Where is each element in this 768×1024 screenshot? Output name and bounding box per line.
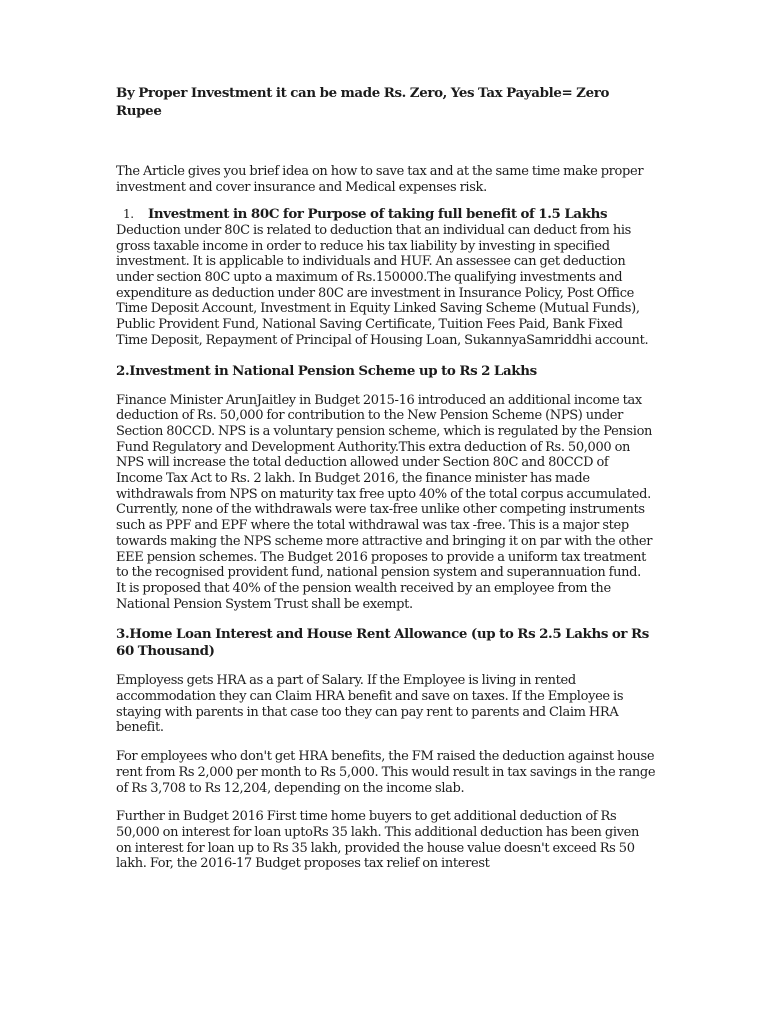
intro-paragraph: The Article gives you brief idea on how to save tax and at the same time make proper investment and cover insurance and Medical expenses risk. [116, 164, 644, 195]
section-1-heading-text: Investment in 80C for Purpose of taking full benefit of 1.5 Lakhs [148, 206, 608, 223]
document-page [116, 85, 656, 872]
section-1-heading [116, 207, 656, 223]
section-2-body: Finance Minister ArunJaitley in Budget 2015-16 introduced an additional income tax deduction of Rs. 50,000 for contribution to the New Pension Scheme (NPS) under Section 80CCD. NPS is a voluntary pension scheme, which is regulated by the Pension Fund Regulatory and Development Authority.This extra deduction of Rs. 50,000 on NPS will increase the total deduction allowed under Section 80C and 80CCD of Income Tax Act to Rs. 2 lakh. In Budget 2016, the finance minister has made withdrawals from NPS on maturity tax free upto 40% of the total corpus accumulated. Currently, none of the withdrawals were tax-free unlike other competing instruments such as PPF and EPF where the total withdrawal was tax -free. This is a major step towards making the NPS scheme more attractive and bringing it on par with the other EEE pension schemes. The Budget 2016 proposes to provide a uniform tax treatment to the recognised provident fund, national pension system and superannuation fund. [116, 392, 653, 581]
section-1-body: Deduction under 80C is related to deduction that an individual can deduct from his gross taxable income in order to reduce his tax liability by investing in specified investment. It is applicable to individuals and HUF. An assessee can get deduction under section 80C upto a maximum of Rs.150000.The qualifying investments and expenditure as deduction under 80C are investment in Insurance Policy, Post Office Time Deposit Account, Investment in Equity Linked Saving Scheme (Mutual Funds), Public Provident Fund, National Saving Certificate, Tuition Fees Paid, Bank Fixed Time Deposit, Repayment of Principal of Housing Loan, SukannyaSamriddhi account. [116, 222, 649, 348]
section-3-paragraph-2: For employees who don't get HRA benefits, the FM raised the deduction against house rent from Rs 2,000 per month to Rs 5,000. This would result in tax savings in the range of Rs 3,708 to Rs 12,204, depending on the income slab. [116, 749, 656, 796]
section-2-heading: 2.Investment in National Pension Scheme up to Rs 2 Lakhs [116, 362, 537, 379]
section-3-heading: 3.Home Loan Interest and House Rent Allowance (up to Rs 2.5 Lakhs or Rs 60 Thousand) [116, 626, 649, 660]
section-3-paragraph-1: Employess gets HRA as a part of Salary. If the Employee is living in rented accommodation they can Claim HRA benefit and save on taxes. If the Employee is staying with parents in that case too they can pay rent to parents and Claim HRA benefit. [116, 673, 624, 736]
list-number: 1. [123, 207, 134, 222]
section-3-paragraph-3: Further in Budget 2016 First time home buyers to get additional deduction of Rs 50,000 on interest for loan uptoRs 35 lakh. This additional deduction has been given on interest for loan up to Rs 35 lakh, provided the house value doesn't exceed Rs 50 lakh. For, the 2016-17 Budget proposes tax relief on interest [116, 809, 640, 872]
section-2-body-continued: It is proposed that 40% of the pension wealth received by an employee from the National Pension System Trust shall be exempt. [116, 580, 611, 612]
document-title: By Proper Investment it can be made Rs. Zero, Yes Tax Payable= Zero Rupee [116, 85, 610, 119]
